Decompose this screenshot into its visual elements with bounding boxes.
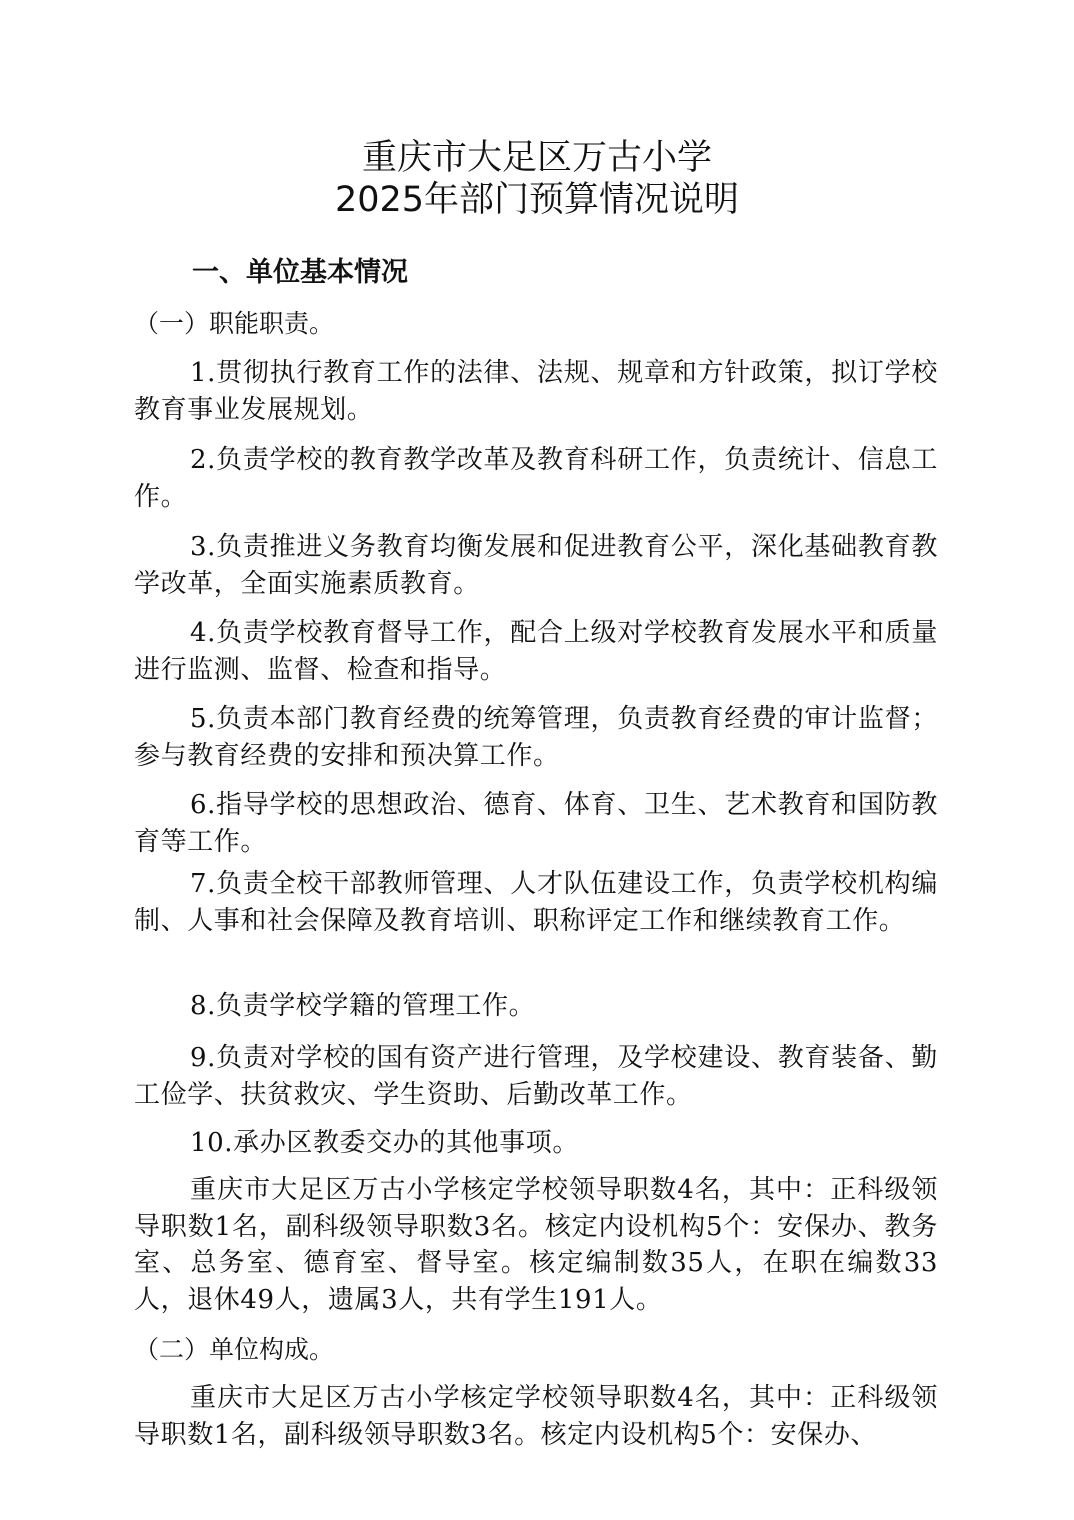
- duty-item-1: 1.贯彻执行教育工作的法律、法规、规章和方针政策，拟订学校教育事业发展规划。: [134, 358, 938, 425]
- duty-item-10: 10.承办区教委交办的其他事项。: [190, 1128, 579, 1158]
- document-title-line2: 2025年部门预算情况说明: [334, 180, 740, 220]
- duty-item-3: 3.负责推进义务教育均衡发展和促进教育公平，深化基础教育教学改革，全面实施素质教育。: [134, 532, 938, 599]
- duty-item-8: 8.负责学校学籍的管理工作。: [190, 991, 536, 1021]
- section-heading: 一、单位基本情况: [192, 257, 408, 288]
- duty-item-4: 4.负责学校教育督导工作，配合上级对学校教育发展水平和质量进行监测、监督、检查和指导。: [134, 618, 938, 685]
- subsection-heading-composition: （二）单位构成。: [134, 1335, 335, 1364]
- duty-item-2: 2.负责学校的教育教学改革及教育科研工作，负责统计、信息工作。: [134, 445, 938, 512]
- duty-item-9: 9.负责对学校的国有资产进行管理，及学校建设、教育装备、勤工俭学、扶贫救灾、学生资助、后勤改革工作。: [134, 1043, 938, 1110]
- subsection-heading-duties: （一）职能职责。: [134, 309, 335, 338]
- duty-item-6: 6.指导学校的思想政治、德育、体育、卫生、艺术教育和国防教育等工作。: [134, 790, 938, 857]
- duty-item-5: 5.负责本部门教育经费的统筹管理，负责教育经费的审计监督；参与教育经费的安排和预决算工作。: [134, 704, 938, 771]
- document-title-line1: 重庆市大足区万古小学: [361, 138, 712, 178]
- staffing-summary: 重庆市大足区万古小学核定学校领导职数4名，其中：正科级领导职数1名，副科级领导职数3名。核定内设机构5个：安保办、教务室、总务室、德育室、督导室。核定编制数35人，在职在编数33人，退休49人，遗属3人，共有学生191人。: [134, 1175, 938, 1315]
- composition-paragraph: 重庆市大足区万古小学核定学校领导职数4名，其中：正科级领导职数1名，副科级领导职数3名。核定内设机构5个：安保办、: [134, 1383, 938, 1450]
- duty-item-7: 7.负责全校干部教师管理、人才队伍建设工作，负责学校机构编制、人事和社会保障及教育培训、职称评定工作和继续教育工作。: [134, 869, 938, 936]
